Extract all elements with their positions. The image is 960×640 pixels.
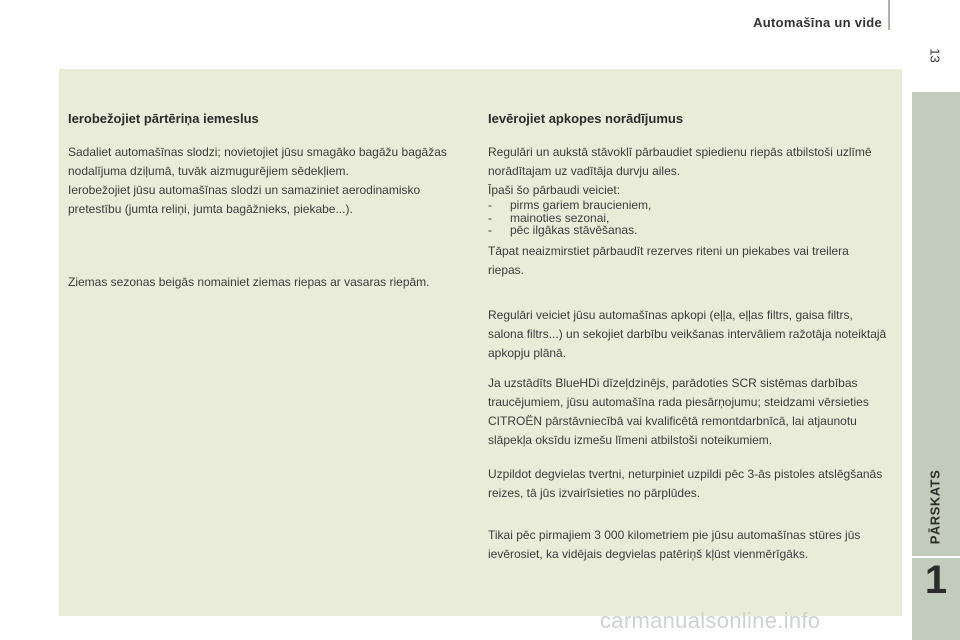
right-paragraph-1: Regulāri un aukstā stāvoklī pārbaudiet spiedienu riepās atbilstoši uzlīmē norādītajam uz vadītāja durvju ailes. — [488, 145, 872, 178]
left-paragraph-1: Sadaliet automašīnas slodzi; novietojiet jūsu smagāko bagāžu bagāžas nodalījuma dziļumā, tuvāk aizmugurējiem sēdekļiem. — [68, 145, 447, 178]
check-list-intro: Īpaši šo pārbaudi veiciet: — [488, 183, 621, 197]
right-heading: Ievērojiet apkopes norādījumus — [488, 111, 684, 126]
right-paragraph-5: Uzpildot degvielas tvertni, neturpiniet uzpildi pēc 3-ās pistoles atslēgšanās reizes, tā jūs izvairīsieties no pārplūdes. — [488, 467, 883, 500]
left-heading: Ierobežojiet pārtēriņa iemeslus — [68, 111, 259, 126]
right-column — [488, 110, 888, 561]
section-label: PĀRSKATS — [927, 469, 943, 545]
chapter-number: 1 — [924, 558, 948, 602]
right-paragraph-4: Ja uzstādīts BlueHDi dīzeļdzinējs, parādoties SCR sistēmas darbības traucējumiem, jūsu automašīna rada piesārņojumu; steidzami vērsieties CITROËN pārstāvniecībā vai kvalificētā remontdarbnīcā, lai atjaunotu slāpekļa oksīdu izmešu līmeni atbilstoši noteikumiem. — [488, 376, 869, 447]
watermark: carmanualsonline.info — [600, 608, 821, 633]
list-item: - pirms gariem braucieniem, — [488, 199, 888, 212]
check-list — [488, 199, 888, 237]
running-header-title: Automašīna un vide — [753, 15, 882, 30]
left-paragraph-2: Ierobežojiet jūsu automašīnas slodzi un samaziniet aerodinamisko pretestību (jumta reliņi, jumta bagāžnieks, piekabe...). — [68, 183, 421, 216]
list-item: - mainoties sezonai, — [488, 212, 888, 225]
right-paragraph-3: Regulāri veiciet jūsu automašīnas apkopi (eļļa, eļļas filtrs, gaisa filtrs, salona filtrs...) un sekojiet darbību veikšanas intervāliem ražotāja noteiktajā apkopju plānā. — [488, 308, 887, 360]
left-paragraph-3: Ziemas sezonas beigās nomainiet ziemas riepas ar vasaras riepām. — [68, 275, 430, 289]
right-paragraph-2: Tāpat neaizmirstiet pārbaudīt rezerves riteni un piekabes vai treilera riepas. — [488, 244, 849, 277]
list-item: - pēc ilgākas stāvēšanas. — [488, 224, 888, 237]
header-divider — [888, 0, 890, 30]
left-column — [68, 110, 468, 289]
right-paragraph-6: Tikai pēc pirmajiem 3 000 kilometriem pie jūsu automašīnas stūres jūs ievērosiet, ka vidējais degvielas patēriņš kļūst vienmērīgāks. — [488, 528, 861, 561]
page-number: 13 — [927, 48, 943, 63]
